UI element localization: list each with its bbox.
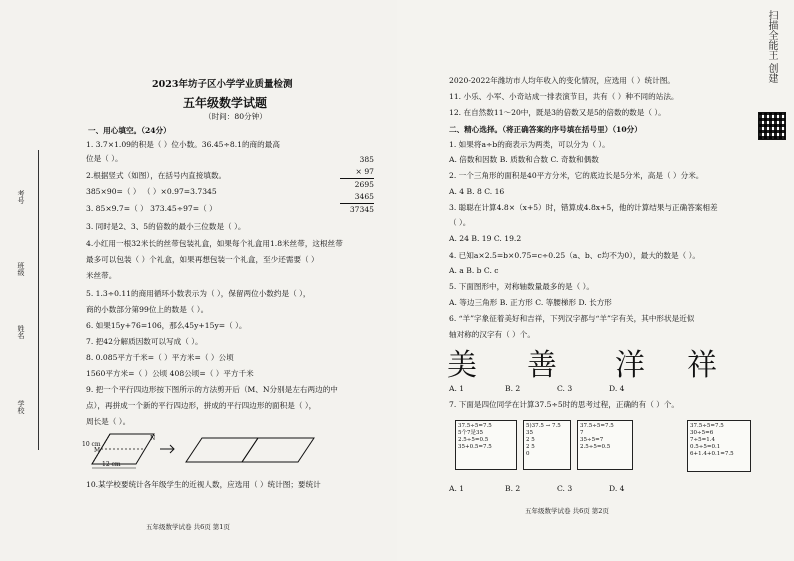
work-line: 7÷5=1.4 (690, 437, 715, 443)
question-line: 2. 一个三角形的面积是40平方分米，它的底边长是5分米，高是（ ）分米。 (449, 171, 704, 180)
scanner-watermark: 扫描全能王 创建 (766, 10, 777, 84)
question-line: 12. 在自然数11～20中，既是3的倍数又是5的倍数的数是（ ）。 (449, 108, 666, 117)
option-a: A. 1 (449, 384, 465, 393)
figure-label-base: 12 cm (102, 461, 121, 468)
work-line: 2.5÷5=0.5 (580, 444, 611, 450)
question-line: A. 等边三角形 B. 正方形 C. 等腰梯形 D. 长方形 (449, 298, 612, 307)
work-line: 2 5 (526, 437, 535, 443)
question-line: 轴对称的汉字有（ ）个。 (449, 330, 535, 339)
work-line: 5)37.5 → 7.5 (526, 423, 561, 429)
question-line: 3. 同时是2、3、5的倍数的最小三位数是（ ）。 (86, 222, 246, 231)
work-line: 37.5÷5=7.5 (690, 423, 724, 429)
side-label-class: 班级 (17, 262, 25, 276)
option-d: D. 4 (609, 384, 625, 393)
question-line: 3. 85×9.7=（ ） 373.45÷97=（ ） (86, 204, 217, 213)
work-line: 0 (526, 451, 530, 457)
question-line: 4. 已知a×2.5=b×0.75=c÷0.25（a、b、c均不为0），最大的数是（ ）。 (449, 251, 700, 260)
question-line: 3. 聪聪在计算4.8×（x+5）时，错算成4.8x+5，他的计算结果与正确答案相差 (449, 203, 718, 212)
question-line: 7. 把42分解质因数可以写成（ ）。 (86, 337, 203, 346)
hanzi-mei: 美 (447, 348, 479, 383)
work-line: 37.5÷5=7.5 (458, 423, 492, 429)
work-line: 6+1.4+0.1=7.5 (690, 451, 734, 457)
question-line: 6. 如果15y+76=106，那么45y+15y=（ ）。 (86, 321, 247, 330)
exam-name: 2023年坊子区小学学业质量检测 (152, 79, 293, 90)
question-line: 385×90=（ ） （ ）×0.97=3.7345 (86, 187, 217, 196)
work-line: 35+0.5=7.5 (458, 444, 492, 450)
question-line: A. a B. b C. c (449, 266, 499, 275)
question-line: 1. 3.7×1.09的积是（ ）位小数。36.45÷8.1的商的最高 (86, 140, 280, 149)
question-line: 10.某学校要统计各年级学生的近视人数，应选用（ ）统计图；要统计 (86, 480, 321, 489)
work-box-3 (577, 420, 633, 470)
qr-code-icon (758, 112, 786, 140)
mult-row: 2695 (340, 178, 374, 191)
question-line: 8. 0.085平方千米=（ ）平方米=（ ）公顷 (86, 353, 234, 362)
question-line: 2020-2022年潍坊市人均年收入的变化情况，应选用（ ）统计图。 (449, 76, 675, 85)
option-b: B. 2 (505, 384, 521, 393)
work-line: 35 (526, 430, 533, 436)
work-line: 37.5÷5=7.5 (580, 423, 614, 429)
option-c: C. 3 (557, 384, 573, 393)
side-label-name: 姓名 (17, 325, 25, 339)
figure-label-m: M (94, 447, 101, 454)
question-line: 位是（ ）。 (86, 154, 123, 163)
question-line: 1. 如果将a÷b的商表示为两类，可以分为（ ）。 (449, 140, 610, 149)
mult-row: 37345 (340, 203, 374, 216)
hanzi-shan: 善 (527, 348, 559, 383)
mult-row: × 97 (355, 167, 374, 176)
question-line: 最多可以包装（ ）个礼盒，如果再想包装一个礼盒，至少还需要（ ） (86, 255, 319, 264)
question-line: 6. “羊”字象征着美好和吉祥，下列汉字都与“羊”字有关，其中形状是近似 (449, 314, 695, 323)
option-c: C. 3 (557, 484, 573, 493)
option-a: A. 1 (449, 484, 465, 493)
mult-row: 3465 (354, 192, 374, 201)
work-line: 2 5 (526, 444, 535, 450)
work-line: 5个7是35 (458, 430, 483, 436)
option-b: B. 2 (505, 484, 521, 493)
section-fill-in-title: 一、用心填空。（24分） (88, 126, 171, 135)
exam-subject-title: 五年级数学试题 (183, 96, 268, 110)
figure-label-n: N (150, 435, 156, 442)
work-box-1 (455, 420, 517, 470)
option-d: D. 4 (609, 484, 625, 493)
exam-time: （时间：80分钟） (204, 112, 267, 121)
binding-line (38, 150, 39, 450)
question-line: A. 倍数和因数 B. 质数和合数 C. 奇数和偶数 (449, 155, 599, 164)
question-line: 5. 1.3÷0.11的商用循环小数表示为（ ），保留两位小数约是（ ）， (86, 289, 311, 298)
work-line: 35÷5=7 (580, 437, 604, 443)
right-exam-page (397, 0, 794, 561)
work-line: 2.5÷5=0.5 (458, 437, 489, 443)
question-line: 周长是（ ）。 (86, 417, 131, 426)
question-line: 11. 小乐、小军、小奇站成一排表演节目，共有（ ）种不同的站法。 (449, 92, 679, 101)
side-label-exam-no: 考号 (17, 190, 25, 204)
question-line: A. 24 B. 19 C. 19.2 (449, 234, 522, 243)
question-line: 2.根据竖式（如图），在括号内直接填数。 (86, 171, 227, 180)
work-box-4 (687, 420, 751, 472)
question-line: 9. 把一个平行四边形按下图所示的方法剪开后（M、N分别是左右两边的中 (86, 385, 338, 394)
mult-row: 385 (359, 155, 374, 164)
side-label-school: 学校 (17, 400, 25, 414)
work-line: 0.5÷5=0.1 (690, 444, 721, 450)
question-line: 点），再拼成一个新的平行四边形，拼成的平行四边形的面积是（ ）， (86, 401, 317, 410)
page-footer: 五年级数学试卷 共6页 第1页 (146, 523, 230, 531)
question-line: A. 4 B. 8 C. 16 (449, 187, 505, 196)
section-choice-title: 二、精心选择。（将正确答案的序号填在括号里）（10分） (449, 125, 642, 134)
question-line: 4.小红用一根32米长的丝带包装礼盒，如果每个礼盒用1.8米丝带，这根丝带 (86, 239, 343, 248)
hanzi-yang: 洋 (615, 348, 647, 383)
hanzi-xiang: 祥 (687, 348, 719, 383)
question-line: 5. 下面图形中，对称轴数量最多的是（ ）。 (449, 282, 594, 291)
question-line: 商的小数部分第99位上的数是（ ）。 (86, 305, 209, 314)
vertical-multiplication (340, 154, 374, 216)
work-line: 30÷5=6 (690, 430, 714, 436)
work-line: 7 (580, 430, 584, 436)
question-line: 7. 下面是四位同学在计算37.5÷5时的思考过程，正确的有（ ）个。 (449, 400, 680, 409)
figure-label-height: 10 cm (82, 441, 101, 448)
question-line: 米丝带。 (86, 271, 117, 280)
work-box-2 (523, 420, 571, 470)
question-line: （ ）。 (449, 218, 471, 227)
question-line: 1560平方米=（ ）公顷 408公顷=（ ）平方千米 (86, 369, 254, 378)
page-footer: 五年级数学试卷 共6页 第2页 (525, 507, 609, 515)
